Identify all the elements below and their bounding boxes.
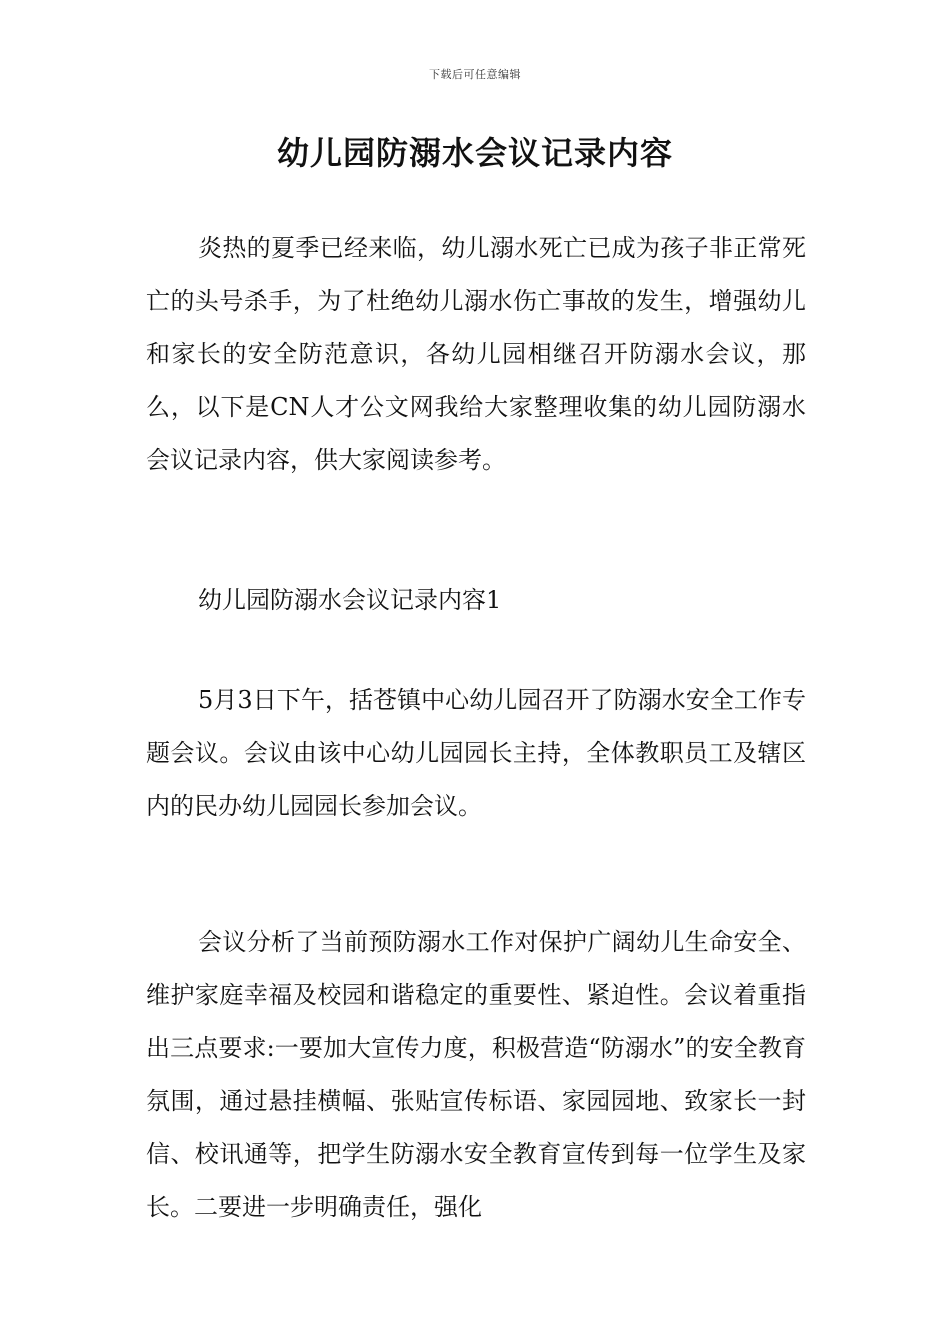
intro-paragraph: 炎热的夏季已经来临，幼儿溺水死亡已成为孩子非正常死亡的头号杀手，为了杜绝幼儿溺水伤亡事故的发生，增强幼儿和家长的安全防范意识，各幼儿园相继召开防溺水会议，那么，以下是CN人才公文网我给大家整理收集的幼儿园防溺水会议记录内容，供大家阅读参考。 [146,234,806,474]
body-paragraph-1: 5月3日下午，括苍镇中心幼儿园召开了防溺水安全工作专题会议。会议由该中心幼儿园园长主持，全体教职员工及辖区内的民办幼儿园园长参加会议。 [146,686,806,820]
section-heading: 幼儿园防溺水会议记录内容1 [198,586,502,614]
document-title: 幼儿园防溺水会议记录内容 [276,134,673,172]
body-paragraph-2: 会议分析了当前预防溺水工作对保护广阔幼儿生命安全、维护家庭幸福及校园和谐稳定的重要性、紧迫性。会议着重指出三点要求:一要加大宣传力度，积极营造“防溺水”的安全教育氛围，通过悬挂横幅、张贴宣传标语、家园园地、致家长一封信、校讯通等，把学生防溺水安全教育宣传到每一位学生及家长。二要进一步明确责任，强化 [146,928,806,1221]
header-note: 下载后可任意编辑 [429,68,521,81]
